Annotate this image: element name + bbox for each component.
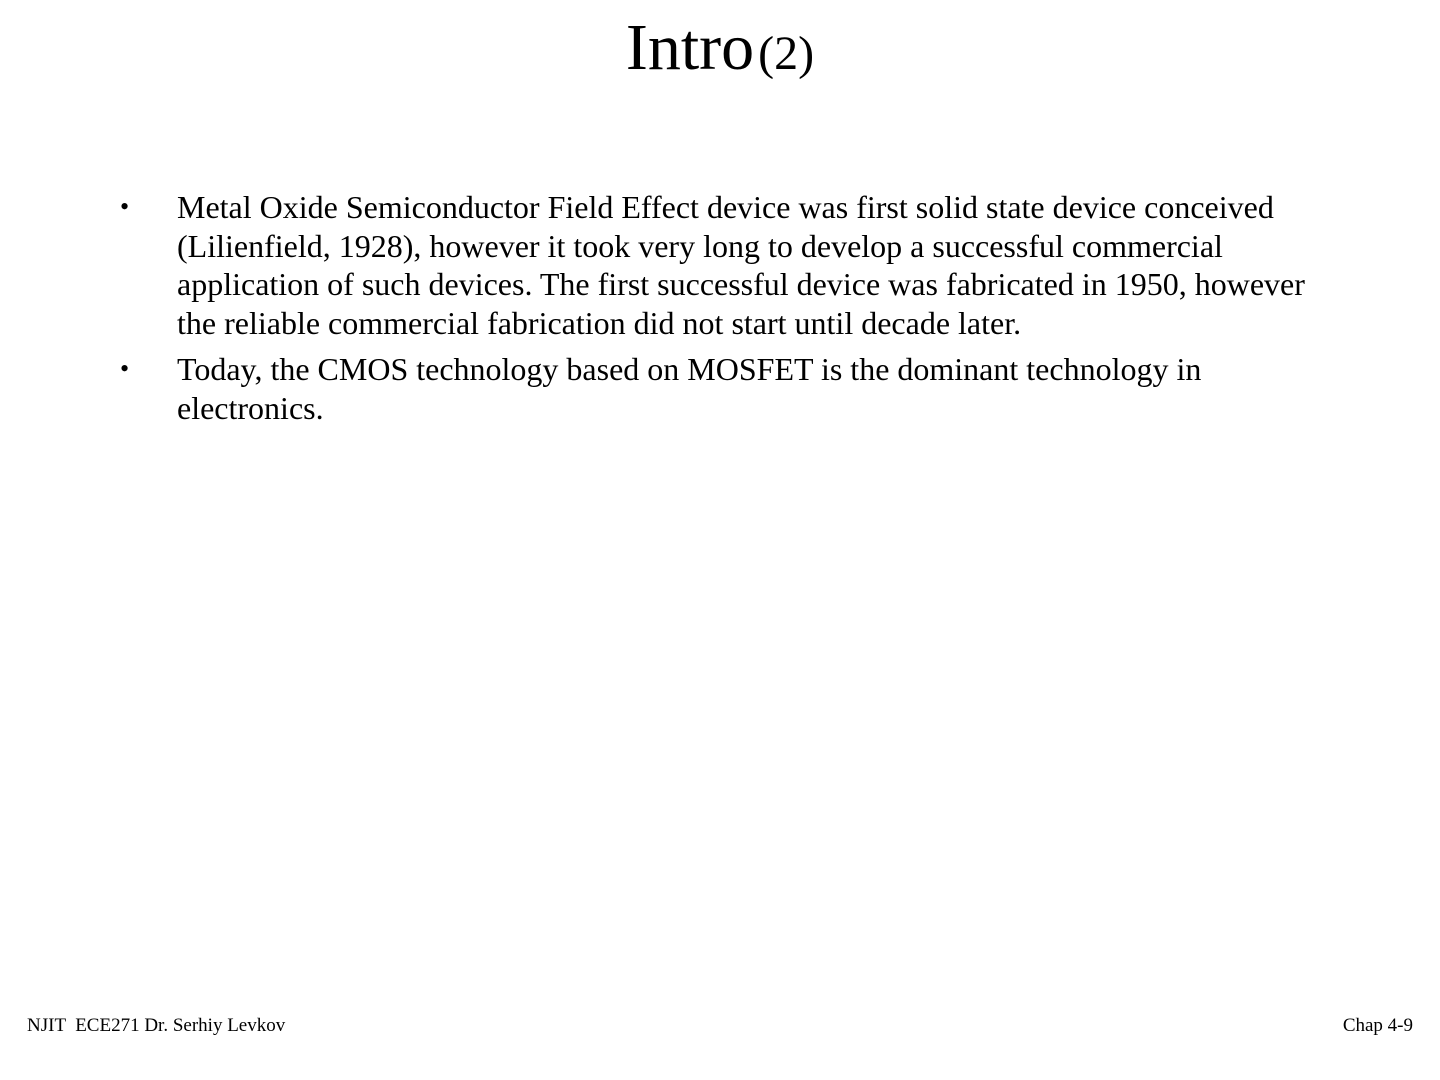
bullet-item-mosfet-history <box>120 188 1330 342</box>
bullet-text: Metal Oxide Semiconductor Field Effect device was first solid state device conceived (Lilienfield, 1928), however it took very long to develop a successful commercial application of such devices. The first successful device was fabricated in 1950, however the reliable commercial fabrication did not start until decade later. <box>177 189 1305 341</box>
slide-title-main: Intro <box>625 11 755 84</box>
bullet-item-cmos-today <box>120 350 1330 427</box>
slide-title-number: (2) <box>758 27 815 80</box>
footer-course-info: NJIT ECE271 Dr. Serhiy Levkov <box>27 1015 286 1036</box>
bullet-list <box>120 188 1330 435</box>
footer-page-number: Chap 4-9 <box>1342 1015 1413 1036</box>
bullet-text: Today, the CMOS technology based on MOSFET is the dominant technology in electronics. <box>177 351 1202 426</box>
bullet-icon: • <box>120 354 130 383</box>
bullet-icon: • <box>120 192 130 221</box>
slide-title <box>0 8 1440 105</box>
